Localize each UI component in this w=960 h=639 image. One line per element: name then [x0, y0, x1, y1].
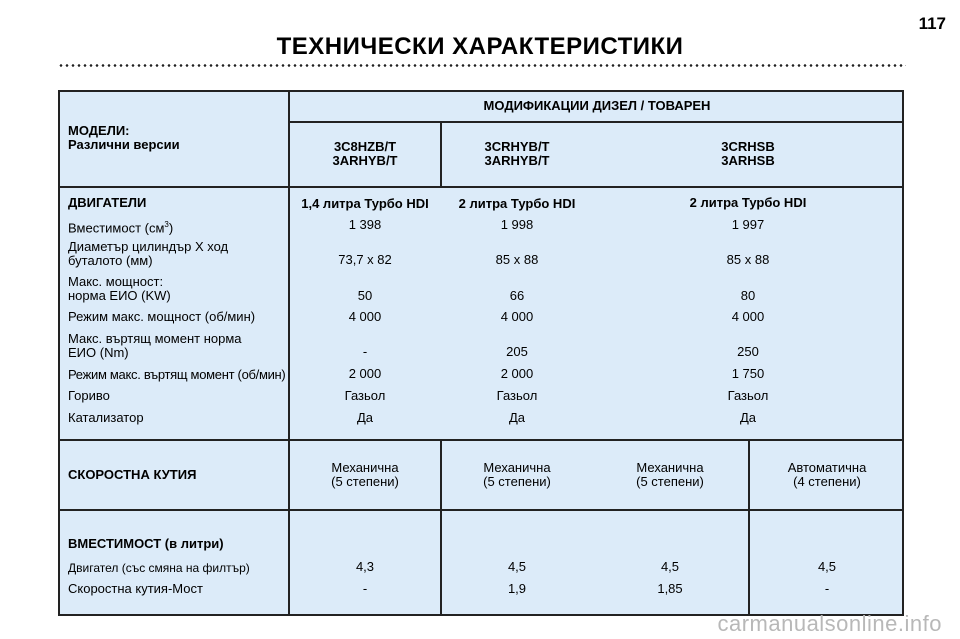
- spec-value: Да: [356, 410, 374, 425]
- spec-value: 1 398: [348, 217, 382, 232]
- spec-value: Да: [739, 410, 757, 425]
- gearbox-heading: СКОРОСТНА КУТИЯ: [68, 467, 197, 482]
- spec-row-label: Гориво: [68, 388, 110, 403]
- spec-value: Газьол: [727, 388, 769, 403]
- watermark: carmanualsonline.info: [717, 611, 942, 636]
- spec-value: 4 000: [500, 309, 534, 324]
- divider-above-capacity: [60, 509, 904, 511]
- capacity-value: 4,3: [355, 559, 375, 574]
- spec-value: 73,7 x 82: [338, 252, 392, 267]
- engine-heading: ДВИГАТЕЛИ: [68, 195, 147, 210]
- version-column-header: 3CRHSB 3ARHSB: [721, 139, 775, 168]
- divider-under-header: [60, 186, 904, 188]
- capacity-value: 4,5: [660, 559, 680, 574]
- spec-row-label: Режим макс. въртящ момент (об/мин): [68, 367, 286, 382]
- capacity-value: 4,5: [507, 559, 527, 574]
- spec-value: 2 000: [348, 366, 382, 381]
- models-label: МОДЕЛИ:: [68, 123, 130, 138]
- capacity-value: 1,85: [657, 581, 683, 596]
- spec-value: Да: [508, 410, 526, 425]
- version-column-header: 3CRHYB/T 3ARHYB/T: [484, 139, 550, 168]
- dotted-divider: [58, 64, 906, 67]
- spec-value: 4 000: [731, 309, 765, 324]
- spec-value: 205: [506, 344, 528, 359]
- spec-row-label: Вместимост $(см^3)$: [68, 220, 174, 236]
- page-title: ТЕХНИЧЕСКИ ХАРАКТЕРИСТИКИ: [276, 33, 684, 60]
- page-number: 117: [918, 14, 946, 33]
- capacity-value: -: [362, 581, 368, 596]
- gearbox-value: Автоматична (4 степени): [787, 460, 867, 489]
- capacity-row-label: Скоростна кутия-Мост: [68, 581, 203, 596]
- capacity-value: 1,9: [507, 581, 527, 596]
- spec-value: 250: [737, 344, 759, 359]
- versions-label: Различни версии: [68, 137, 180, 152]
- engine-name: 2 литра Турбо HDI: [689, 195, 807, 210]
- spec-row-label: Макс. въртящ момент норма ЕИО (Nm): [68, 331, 242, 360]
- gearbox-value: Механична (5 степени): [331, 460, 399, 489]
- divider-above-gearbox: [60, 439, 904, 441]
- capacity-value: -: [824, 581, 830, 596]
- spec-value: 80: [740, 288, 756, 303]
- spec-table: [58, 90, 904, 616]
- spec-value: 2 000: [500, 366, 534, 381]
- spec-value: 1 998: [500, 217, 534, 232]
- spec-value: 1 750: [731, 366, 765, 381]
- spec-value: 1 997: [731, 217, 765, 232]
- spec-value: 66: [509, 288, 525, 303]
- spec-value: Газьол: [496, 388, 538, 403]
- capacity-heading: ВМЕСТИМОСТ (в литри): [68, 536, 224, 551]
- version-column-header: 3C8HZB/T 3ARHYB/T: [332, 139, 398, 168]
- capacity-value: 4,5: [817, 559, 837, 574]
- spec-row-label: Диаметър цилиндър X ход буталото (мм): [68, 239, 229, 268]
- gearbox-value: Механична (5 степени): [636, 460, 704, 489]
- spec-value: Газьол: [344, 388, 386, 403]
- spec-row-label: Катализатор: [68, 410, 144, 425]
- spec-value: 4 000: [348, 309, 382, 324]
- engine-name: 1,4 литра Турбо HDI: [301, 196, 429, 211]
- divider-under-modifications: [288, 121, 904, 123]
- modification-title: МОДИФИКАЦИИ ДИЗЕЛ / ТОВАРЕН: [483, 98, 711, 113]
- gearbox-value: Механична (5 степени): [483, 460, 551, 489]
- spec-value: 85 x 88: [495, 252, 539, 267]
- spec-row-label: Режим макс. мощност (об/мин): [68, 309, 256, 324]
- capacity-row-label: Двигател (със смяна на филтър): [68, 561, 250, 575]
- spec-value: -: [362, 344, 368, 359]
- spec-row-label: Макс. мощност: норма ЕИО (KW): [68, 274, 171, 303]
- spec-value: 85 x 88: [726, 252, 770, 267]
- spec-value: 50: [357, 288, 373, 303]
- engine-name: 2 литра Турбо HDI: [458, 196, 576, 211]
